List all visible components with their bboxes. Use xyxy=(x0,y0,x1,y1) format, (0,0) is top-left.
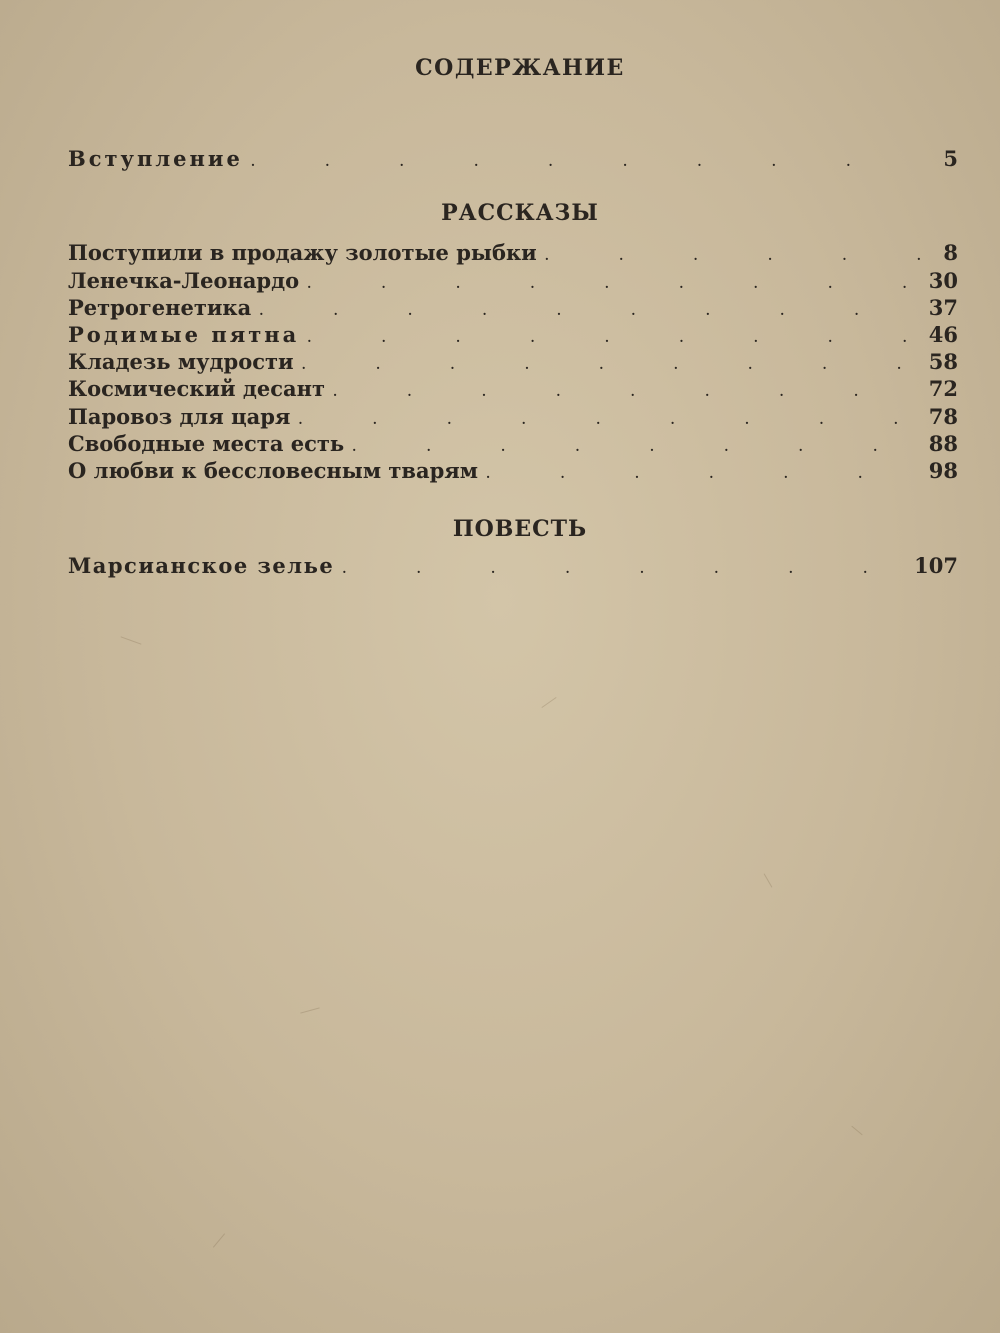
toc-entry-title: Паровоз для царя xyxy=(68,404,291,429)
dot-leader xyxy=(307,322,920,347)
toc-entry-page: 46 xyxy=(928,322,958,347)
toc-entry[interactable] xyxy=(68,240,958,270)
toc-entry[interactable] xyxy=(68,553,958,583)
toc-entry-title: Ретрогенетика xyxy=(68,295,252,320)
toc-entry-title: Марсианское зелье xyxy=(68,553,335,578)
toc-entry[interactable] xyxy=(68,431,958,461)
dot-leader xyxy=(545,240,920,265)
paper-fiber xyxy=(213,1233,225,1247)
toc-entry-page: 58 xyxy=(928,349,958,374)
toc-entry[interactable] xyxy=(68,349,958,379)
toc-entry-page: 78 xyxy=(928,404,958,429)
toc-entry-page: 107 xyxy=(914,553,958,578)
dot-leader xyxy=(352,431,920,456)
paper-fiber xyxy=(541,697,556,708)
toc-entry-page: 8 xyxy=(943,240,958,265)
toc-entry-title: Космический десант xyxy=(68,376,325,401)
paper-fiber xyxy=(120,636,141,644)
toc-entry-title: Родимые пятна xyxy=(68,322,300,347)
paper-fiber xyxy=(764,873,773,887)
section-heading-stories: РАССКАЗЫ xyxy=(441,200,599,226)
dot-leader xyxy=(298,404,920,429)
toc-entry[interactable] xyxy=(68,404,958,434)
toc-entry-page: 88 xyxy=(928,431,958,456)
toc-entry[interactable] xyxy=(68,268,958,298)
toc-entry-page: 37 xyxy=(928,295,958,320)
toc-entry-title: О любви к бессловесным тварям xyxy=(68,458,479,483)
paper-fiber xyxy=(851,1126,862,1136)
dot-leader xyxy=(259,295,920,320)
dot-leader xyxy=(333,376,920,401)
dot-leader xyxy=(251,146,920,171)
toc-entry-title: Свободные места есть xyxy=(68,431,345,456)
toc-entry-title: Кладезь мудрости xyxy=(68,349,294,374)
dot-leader xyxy=(486,458,920,483)
dot-leader xyxy=(342,553,906,578)
toc-entry-page: 98 xyxy=(928,458,958,483)
paper-fiber xyxy=(300,1007,320,1013)
dot-leader xyxy=(302,349,920,374)
toc-entry-page: 5 xyxy=(943,146,958,171)
toc-entry-page: 72 xyxy=(928,376,958,401)
toc-entry[interactable] xyxy=(68,376,958,406)
toc-entry-intro[interactable] xyxy=(68,146,958,176)
toc-heading: СОДЕРЖАНИЕ xyxy=(415,55,625,81)
section-heading-novella: ПОВЕСТЬ xyxy=(452,516,588,542)
toc-entry[interactable] xyxy=(68,458,958,488)
toc-entry-page: 30 xyxy=(928,268,958,293)
toc-entry-title: Ленечка-Леонардо xyxy=(68,268,300,293)
toc-entry-title: Поступили в продажу золотые рыбки xyxy=(68,240,537,265)
toc-entry[interactable] xyxy=(68,295,958,325)
toc-entry[interactable] xyxy=(68,322,958,352)
dot-leader xyxy=(307,268,920,293)
toc-entry-title: Вступление xyxy=(68,146,243,171)
